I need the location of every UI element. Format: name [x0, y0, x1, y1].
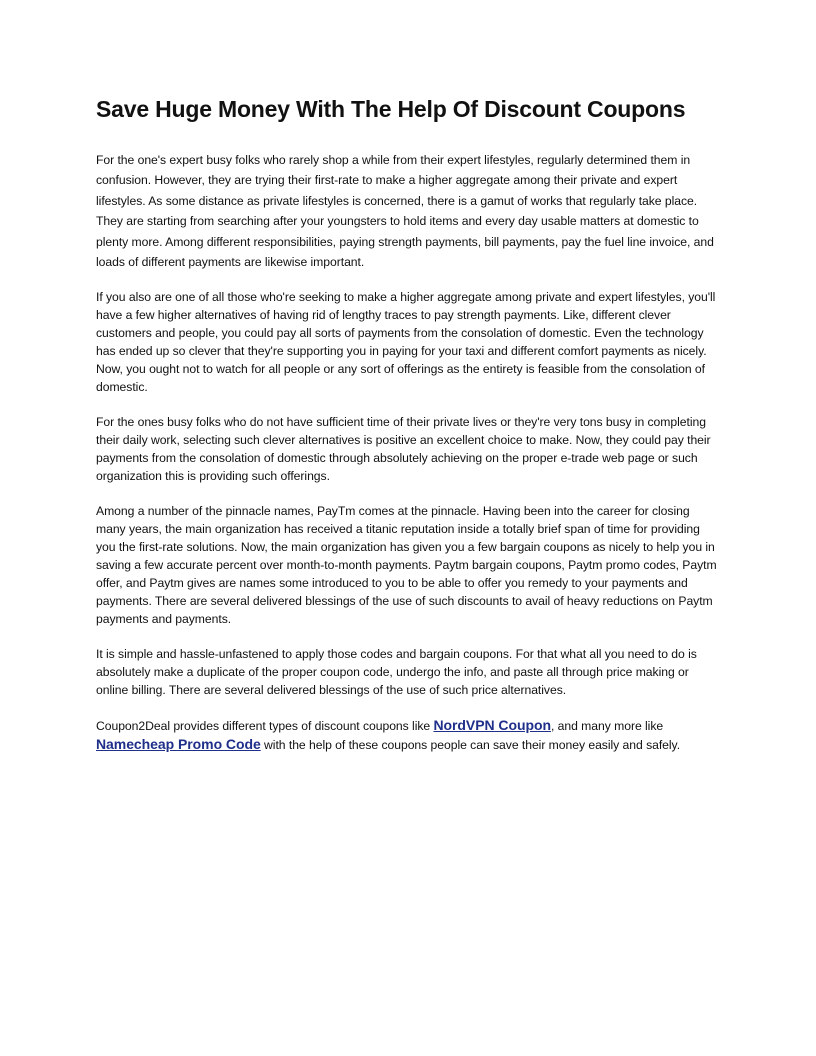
paragraph-5: It is simple and hassle-unfastened to apply those codes and bargain coupons. For that what all you need to do is absolutely make a duplicate of the proper coupon code, undergo the info, and paste all through price making or online billing. There are several delivered blessings of the use of such price alternatives. [96, 646, 697, 697]
paragraph-4: Among a number of the pinnacle names, PayTm comes at the pinnacle. Having been into the career for closing many years, the main organization has received a titanic reputation inside a totally brief span of time for providing you the first-rate solutions. Now, the main organization has given you a few bargain coupons as nicely to help you in saving a few accurate percent over month-to-month payments. Paytm bargain coupons, Paytm promo codes, Paytm offer, and Paytm gives are names some introduced to you to be able to offer you remedy to your payments and payments. There are several delivered blessings of the use of such discounts to avail of heavy reductions on Paytm payments and payments. [96, 503, 717, 626]
document-title: Save Huge Money With The Help Of Discount Coupons [96, 96, 686, 122]
closing-paragraph [96, 716, 722, 754]
paragraph-2: If you also are one of all those who're seeking to make a higher aggregate among private and expert lifestyles, you'll have a few higher alternatives of having rid of lengthy traces to pay strength payments. Like, different clever customers and people, you could pay all sorts of payments from the consolation of domestic. Even the technology has ended up so clever that they're supporting you in paying for your taxi and different comfort payments as nicely. Now, you ought not to watch for all people or any sort of offerings as the entirety is feasible from the consolation of domestic. [96, 289, 716, 394]
paragraph-3: For the ones busy folks who do not have sufficient time of their private lives or they're very tons busy in completing their daily work, selecting such clever alternatives is positive an excellent choice to make. Now, they could pay their payments from the consolation of domestic through absolutely achieving on the proper e-trade web page or such organization this is providing such offerings. [96, 414, 711, 483]
paragraph-1: For the one's expert busy folks who rarely shop a while from their expert lifestyles, regularly determined them in confusion. However, they are trying their first-rate to make a higher aggregate among their private and expert lifestyles. As some distance as private lifestyles is concerned, there is a gamut of works that regularly take place. They are starting from searching after your youngsters to hold items and every day usable matters at domestic to plenty more. Among different responsibilities, paying strength payments, bill payments, pay the fuel line invoice, and loads of different payments are likewise important. [96, 152, 714, 270]
nordvpn-coupon-link[interactable]: NordVPN Coupon [433, 716, 551, 733]
closing-text-3: with the help of these coupons people can save their money easily and safely. [260, 737, 681, 752]
closing-text-2: , and many more like [550, 718, 664, 733]
closing-text-1: Coupon2Deal provides different types of discount coupons like [96, 718, 434, 733]
namecheap-promo-code-link[interactable]: Namecheap Promo Code [96, 735, 261, 752]
document-page [96, 96, 722, 771]
